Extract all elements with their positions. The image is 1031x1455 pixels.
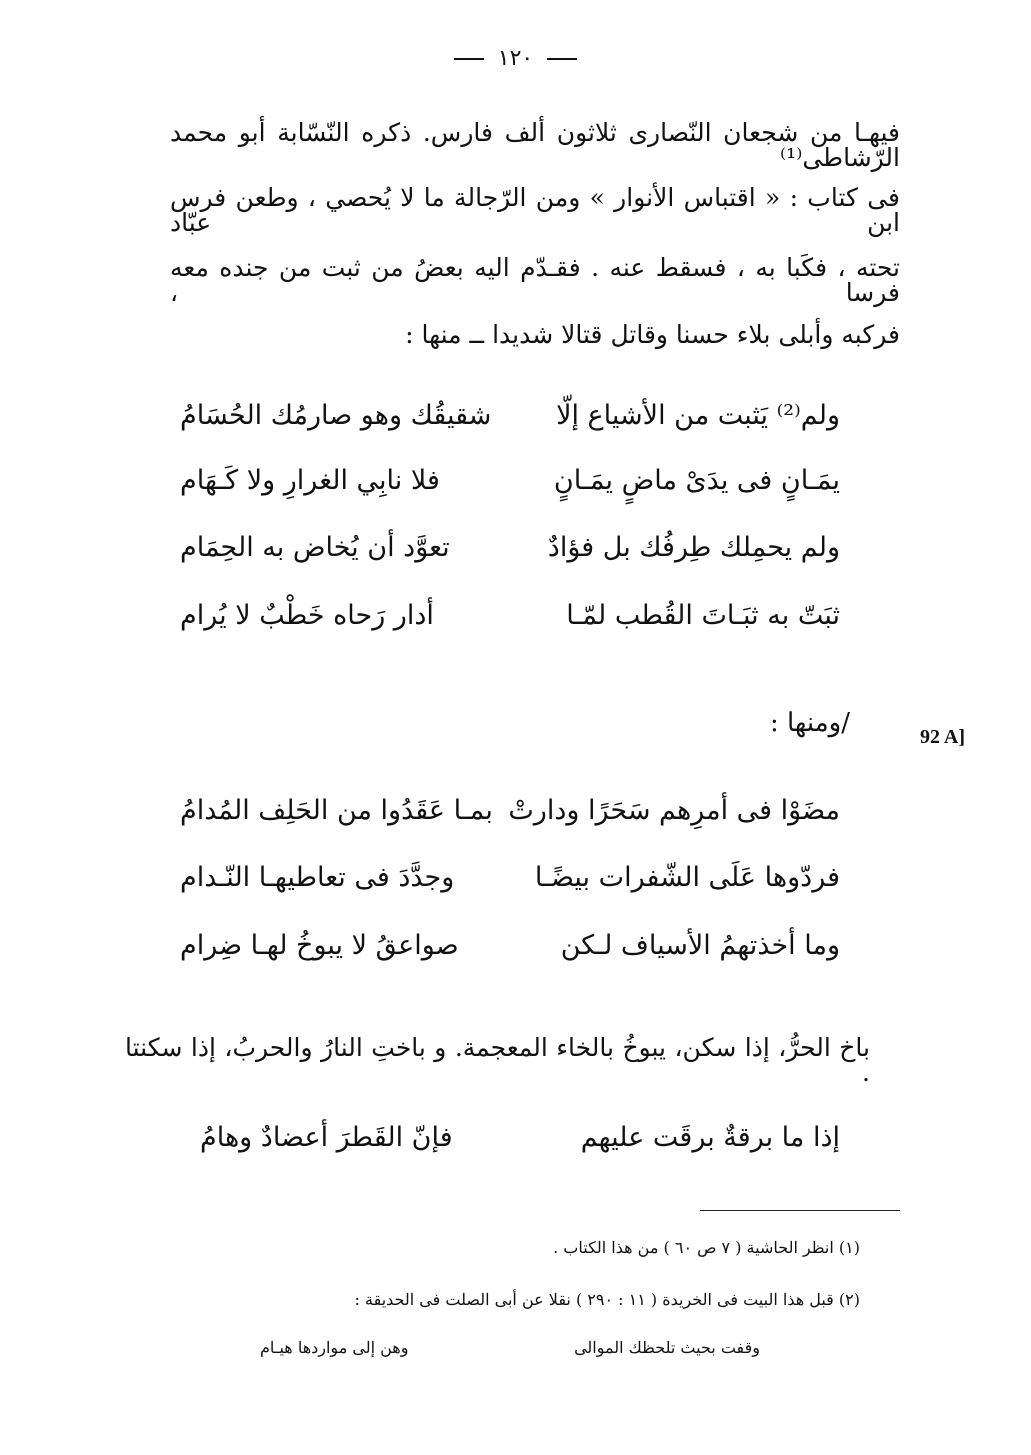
verse-hemistich-right: ولم يحمِلك طِرفُك بل فؤادٌ	[547, 532, 840, 563]
margin-reference: 92 A]	[920, 726, 965, 748]
verse-hemistich-right: ولم⁽²⁾ يَثبت من الأشياع إلّا	[556, 400, 840, 431]
verse-hemistich-left: بمـا عَقَدُوا من الحَلِف المُدامُ	[180, 795, 493, 826]
verse-hemistich-left: فلا نابِي الغرارِ ولا كَـهَام	[180, 465, 440, 496]
prose-line-4: فركبه وأبلى بلاء حسنا وقاتل قتالا شديدا ــ منها :	[405, 320, 900, 349]
page-number-text: ١٢٠	[497, 46, 534, 71]
footnote-verse-right: وقفت بحيث تلحظك الموالى	[574, 1338, 760, 1357]
verse-hemistich-right: ثبَتّ به ثبَـاتَ القُطب لمّـا	[566, 600, 840, 631]
verse-hemistich-right: فردّوها عَلَى الشّفرات بيضًـا	[534, 862, 840, 893]
footnote-verse-left: وهن إلى مواردها هيـام	[260, 1338, 409, 1357]
verse-hemistich-left: فإنّ القَطرَ أعضادٌ وهامُ	[200, 1122, 453, 1153]
page-number	[0, 46, 1031, 71]
prose-line-2: فى كتاب : « اقتباس الأنوار » ومن الرّجالة ما لا يُحصي ، وطعن فرس ابن عبّاد	[170, 183, 900, 237]
verse-hemistich-right: وما أخذتهمُ الأسياف لـكن	[560, 930, 840, 961]
page-number-dash-left	[454, 58, 484, 60]
verse-hemistich-left: شقيقُك وهو صارمُك الحُسَامُ	[180, 400, 492, 431]
verse-hemistich-left: صواعقُ لا يبوخُ لهـا ضِرام	[180, 930, 459, 961]
prose-line-3: تحته ، فكَبا به ، فسقط عنه . فقـدّم اليه بعضُ من ثبت من جنده معه فرسا ،	[170, 253, 900, 307]
verse-hemistich-left: وجدَّدَ فى تعاطيهـا النّـدام	[180, 862, 455, 893]
footnote-1: (١) انظر الحاشية ( ٧ ص ٦٠ ) من هذا الكتاب .	[553, 1238, 860, 1257]
verse-hemistich-right: إذا ما برقةٌ برقَت عليهم	[580, 1122, 840, 1153]
footnote-rule	[700, 1210, 900, 1211]
page-number-dash-right	[547, 58, 577, 60]
footnote-2: (٢) قبل هذا البيت فى الخريدة ( ١١ : ٢٩٠ ) نقلا عن أبى الصلت فى الحديقة :	[354, 1290, 860, 1309]
section-label: /ومنها :	[769, 708, 850, 738]
prose-line-1: فيهـا من شجعان النّصارى ثلاثون ألف فارس. ذكره النّسّابة أبو محمد الرّشاطى⁽¹⁾	[170, 118, 900, 172]
verse-hemistich-left: أدار رَحاه خَطْبٌ لا يُرام	[180, 600, 434, 631]
prose-gloss: باخ الحرُّ، إذا سكن، يبوخُ بالخاء المعجمة. و باختِ النارُ والحربُ، إذا سكنتا .	[125, 1033, 870, 1087]
verse-hemistich-right: مضَوْا فى أمرِهم سَحَرًا ودارتْ	[508, 795, 840, 826]
verse-hemistich-left: تعوَّد أن يُخاض به الحِمَام	[180, 532, 450, 563]
verse-hemistich-right: يمَـانٍ فى يدَىْ ماضٍ يمَـانٍ	[553, 465, 840, 496]
